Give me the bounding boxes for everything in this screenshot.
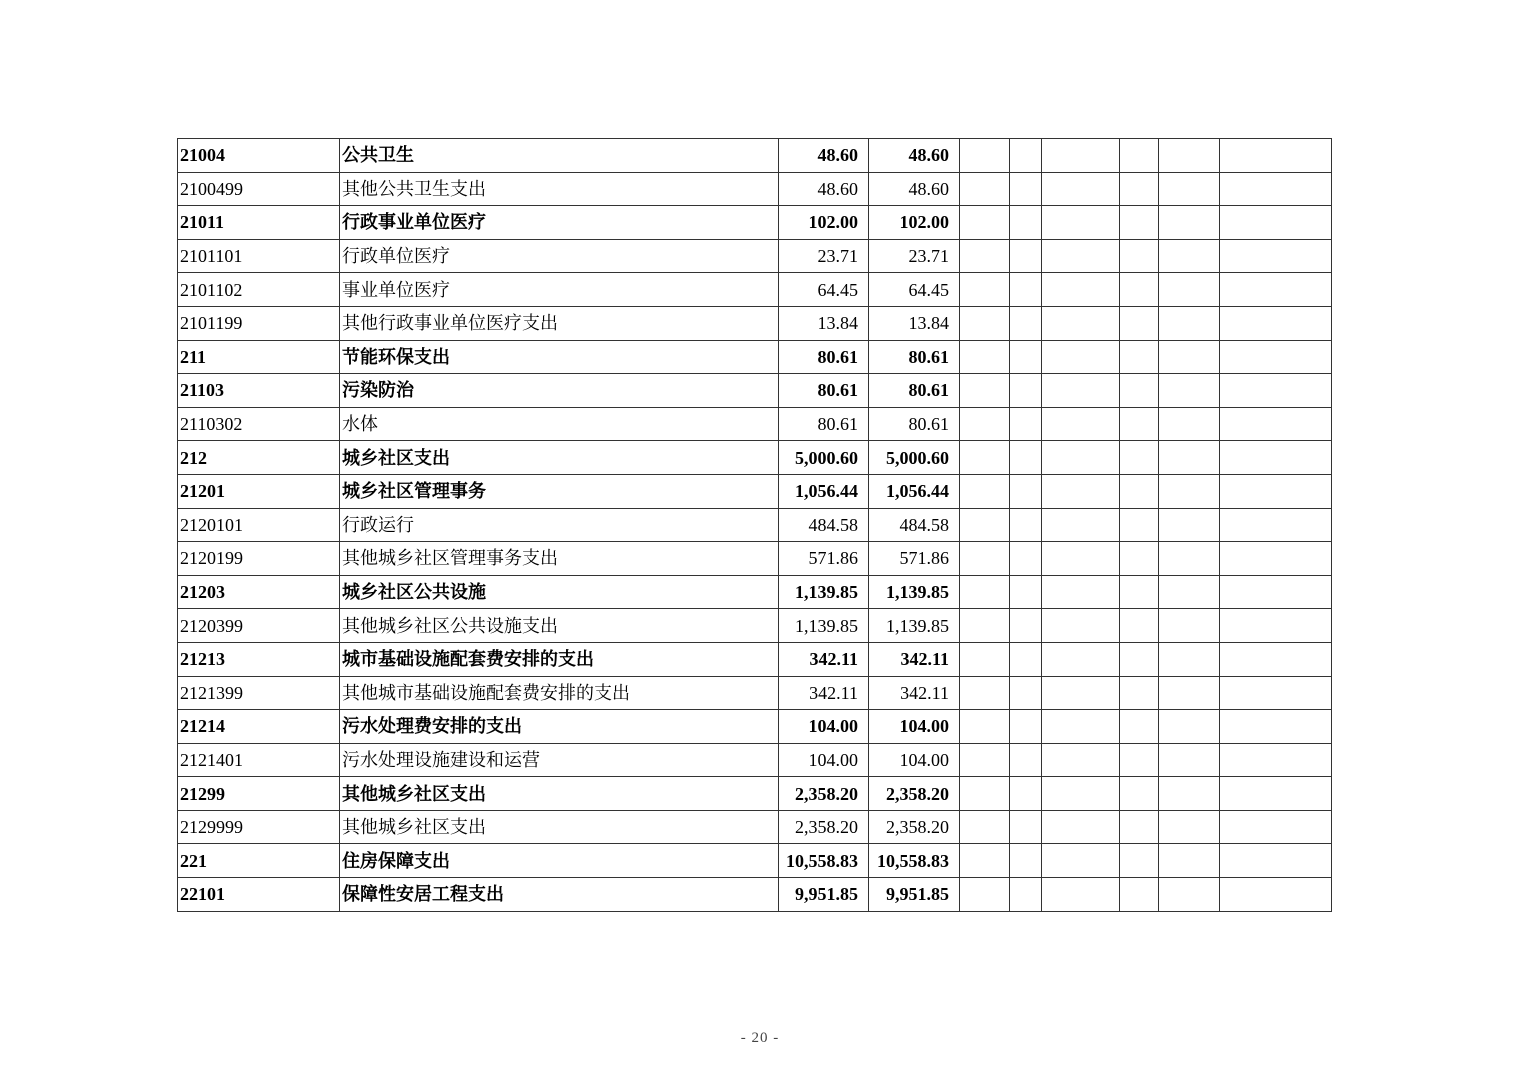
amount-basic-cell: 102.00 — [869, 206, 960, 240]
amount-total-cell: 571.86 — [779, 542, 869, 576]
amount-basic-cell: 104.00 — [869, 710, 960, 744]
empty-cell — [1159, 743, 1220, 777]
table-row — [178, 273, 1332, 307]
code-cell: 2100499 — [178, 172, 340, 206]
empty-cell — [960, 139, 1010, 173]
name-cell: 污水处理费安排的支出 — [340, 710, 779, 744]
empty-cell — [1120, 642, 1159, 676]
amount-total-cell: 5,000.60 — [779, 441, 869, 475]
empty-cell — [1120, 878, 1159, 912]
amount-total-cell: 102.00 — [779, 206, 869, 240]
table-row — [178, 139, 1332, 173]
empty-cell — [1159, 139, 1220, 173]
name-cell: 污水处理设施建设和运营 — [340, 743, 779, 777]
empty-cell — [960, 542, 1010, 576]
empty-cell — [1042, 441, 1120, 475]
table-row — [178, 441, 1332, 475]
table-row — [178, 474, 1332, 508]
empty-cell — [1220, 340, 1332, 374]
amount-basic-cell: 64.45 — [869, 273, 960, 307]
name-cell: 行政单位医疗 — [340, 239, 779, 273]
page-number: - 20 - — [740, 1030, 780, 1046]
code-cell: 2121399 — [178, 676, 340, 710]
empty-cell — [1120, 575, 1159, 609]
empty-cell — [1120, 777, 1159, 811]
empty-cell — [1220, 743, 1332, 777]
empty-cell — [1220, 542, 1332, 576]
empty-cell — [1159, 777, 1220, 811]
code-cell: 21213 — [178, 642, 340, 676]
empty-cell — [1159, 306, 1220, 340]
empty-cell — [1220, 172, 1332, 206]
amount-basic-cell: 23.71 — [869, 239, 960, 273]
empty-cell — [960, 710, 1010, 744]
empty-cell — [1159, 172, 1220, 206]
amount-total-cell: 1,056.44 — [779, 474, 869, 508]
empty-cell — [1120, 810, 1159, 844]
empty-cell — [1159, 878, 1220, 912]
code-cell: 2120199 — [178, 542, 340, 576]
empty-cell — [1042, 340, 1120, 374]
empty-cell — [1042, 508, 1120, 542]
empty-cell — [1010, 273, 1042, 307]
empty-cell — [1042, 878, 1120, 912]
empty-cell — [1010, 374, 1042, 408]
amount-basic-cell: 9,951.85 — [869, 878, 960, 912]
empty-cell — [1042, 743, 1120, 777]
code-cell: 2110302 — [178, 407, 340, 441]
empty-cell — [1010, 340, 1042, 374]
empty-cell — [960, 340, 1010, 374]
amount-total-cell: 80.61 — [779, 340, 869, 374]
empty-cell — [1120, 407, 1159, 441]
empty-cell — [1120, 340, 1159, 374]
amount-total-cell: 80.61 — [779, 374, 869, 408]
empty-cell — [1220, 642, 1332, 676]
empty-cell — [1042, 239, 1120, 273]
empty-cell — [1042, 139, 1120, 173]
amount-total-cell: 10,558.83 — [779, 844, 869, 878]
empty-cell — [960, 441, 1010, 475]
table-row — [178, 374, 1332, 408]
empty-cell — [1220, 810, 1332, 844]
empty-cell — [1010, 743, 1042, 777]
empty-cell — [1010, 474, 1042, 508]
name-cell: 城乡社区公共设施 — [340, 575, 779, 609]
empty-cell — [1010, 609, 1042, 643]
empty-cell — [1159, 508, 1220, 542]
empty-cell — [1010, 777, 1042, 811]
empty-cell — [1159, 844, 1220, 878]
empty-cell — [1220, 878, 1332, 912]
empty-cell — [1220, 710, 1332, 744]
code-cell: 2129999 — [178, 810, 340, 844]
code-cell: 21299 — [178, 777, 340, 811]
amount-basic-cell: 571.86 — [869, 542, 960, 576]
empty-cell — [1042, 810, 1120, 844]
empty-cell — [1220, 609, 1332, 643]
amount-total-cell: 64.45 — [779, 273, 869, 307]
name-cell: 水体 — [340, 407, 779, 441]
amount-total-cell: 2,358.20 — [779, 810, 869, 844]
amount-total-cell: 342.11 — [779, 642, 869, 676]
amount-basic-cell: 1,139.85 — [869, 609, 960, 643]
empty-cell — [1220, 777, 1332, 811]
empty-cell — [1120, 441, 1159, 475]
amount-basic-cell: 80.61 — [869, 340, 960, 374]
empty-cell — [1120, 710, 1159, 744]
amount-basic-cell: 1,139.85 — [869, 575, 960, 609]
amount-basic-cell: 342.11 — [869, 676, 960, 710]
table-row — [178, 206, 1332, 240]
empty-cell — [1010, 441, 1042, 475]
table-row — [178, 306, 1332, 340]
code-cell: 21214 — [178, 710, 340, 744]
name-cell: 保障性安居工程支出 — [340, 878, 779, 912]
empty-cell — [1042, 676, 1120, 710]
amount-basic-cell: 2,358.20 — [869, 810, 960, 844]
empty-cell — [1159, 407, 1220, 441]
empty-cell — [960, 743, 1010, 777]
empty-cell — [960, 609, 1010, 643]
empty-cell — [1010, 878, 1042, 912]
table-row — [178, 777, 1332, 811]
name-cell: 其他城市基础设施配套费安排的支出 — [340, 676, 779, 710]
empty-cell — [1120, 273, 1159, 307]
empty-cell — [960, 844, 1010, 878]
empty-cell — [1159, 575, 1220, 609]
empty-cell — [960, 878, 1010, 912]
table-row — [178, 407, 1332, 441]
empty-cell — [960, 306, 1010, 340]
code-cell: 2121401 — [178, 743, 340, 777]
empty-cell — [1220, 575, 1332, 609]
empty-cell — [1120, 542, 1159, 576]
amount-basic-cell: 342.11 — [869, 642, 960, 676]
empty-cell — [960, 374, 1010, 408]
empty-cell — [1159, 340, 1220, 374]
empty-cell — [960, 273, 1010, 307]
code-cell: 22101 — [178, 878, 340, 912]
empty-cell — [1042, 710, 1120, 744]
empty-cell — [1010, 172, 1042, 206]
empty-cell — [1120, 609, 1159, 643]
empty-cell — [1010, 542, 1042, 576]
name-cell: 公共卫生 — [340, 139, 779, 173]
empty-cell — [1159, 542, 1220, 576]
table-row — [178, 508, 1332, 542]
table-row — [178, 878, 1332, 912]
table-row — [178, 575, 1332, 609]
name-cell: 污染防治 — [340, 374, 779, 408]
amount-total-cell: 13.84 — [779, 306, 869, 340]
empty-cell — [1042, 642, 1120, 676]
empty-cell — [1042, 374, 1120, 408]
empty-cell — [1010, 844, 1042, 878]
empty-cell — [1159, 609, 1220, 643]
empty-cell — [1120, 676, 1159, 710]
empty-cell — [1159, 676, 1220, 710]
empty-cell — [1159, 810, 1220, 844]
empty-cell — [1120, 474, 1159, 508]
empty-cell — [1120, 743, 1159, 777]
empty-cell — [1220, 676, 1332, 710]
empty-cell — [960, 407, 1010, 441]
name-cell: 其他城乡社区管理事务支出 — [340, 542, 779, 576]
empty-cell — [960, 508, 1010, 542]
amount-basic-cell: 13.84 — [869, 306, 960, 340]
empty-cell — [960, 206, 1010, 240]
code-cell: 2101102 — [178, 273, 340, 307]
empty-cell — [1120, 206, 1159, 240]
empty-cell — [1159, 273, 1220, 307]
empty-cell — [1010, 575, 1042, 609]
empty-cell — [1010, 206, 1042, 240]
amount-total-cell: 48.60 — [779, 139, 869, 173]
empty-cell — [1159, 206, 1220, 240]
empty-cell — [1159, 441, 1220, 475]
amount-total-cell: 104.00 — [779, 743, 869, 777]
empty-cell — [960, 642, 1010, 676]
empty-cell — [1042, 306, 1120, 340]
amount-total-cell: 104.00 — [779, 710, 869, 744]
amount-total-cell: 484.58 — [779, 508, 869, 542]
empty-cell — [1120, 139, 1159, 173]
code-cell: 211 — [178, 340, 340, 374]
table-row — [178, 676, 1332, 710]
empty-cell — [1159, 239, 1220, 273]
name-cell: 行政事业单位医疗 — [340, 206, 779, 240]
table-row — [178, 542, 1332, 576]
empty-cell — [960, 810, 1010, 844]
empty-cell — [1120, 239, 1159, 273]
amount-total-cell: 1,139.85 — [779, 575, 869, 609]
empty-cell — [960, 575, 1010, 609]
amount-total-cell: 80.61 — [779, 407, 869, 441]
name-cell: 城乡社区支出 — [340, 441, 779, 475]
empty-cell — [1010, 139, 1042, 173]
empty-cell — [1010, 810, 1042, 844]
empty-cell — [1042, 575, 1120, 609]
name-cell: 城乡社区管理事务 — [340, 474, 779, 508]
amount-basic-cell: 10,558.83 — [869, 844, 960, 878]
empty-cell — [1120, 172, 1159, 206]
empty-cell — [1010, 407, 1042, 441]
empty-cell — [1010, 642, 1042, 676]
code-cell: 21201 — [178, 474, 340, 508]
budget-table — [177, 138, 1332, 912]
empty-cell — [1042, 407, 1120, 441]
empty-cell — [1220, 407, 1332, 441]
empty-cell — [1220, 441, 1332, 475]
empty-cell — [1042, 777, 1120, 811]
table-row — [178, 239, 1332, 273]
code-cell: 2101101 — [178, 239, 340, 273]
table-row — [178, 609, 1332, 643]
amount-basic-cell: 80.61 — [869, 374, 960, 408]
empty-cell — [1010, 710, 1042, 744]
code-cell: 221 — [178, 844, 340, 878]
amount-basic-cell: 5,000.60 — [869, 441, 960, 475]
name-cell: 行政运行 — [340, 508, 779, 542]
amount-total-cell: 48.60 — [779, 172, 869, 206]
name-cell: 住房保障支出 — [340, 844, 779, 878]
table-row — [178, 810, 1332, 844]
table-row — [178, 340, 1332, 374]
empty-cell — [1120, 844, 1159, 878]
empty-cell — [1042, 172, 1120, 206]
amount-total-cell: 1,139.85 — [779, 609, 869, 643]
empty-cell — [1010, 508, 1042, 542]
code-cell: 21103 — [178, 374, 340, 408]
empty-cell — [1159, 474, 1220, 508]
code-cell: 21203 — [178, 575, 340, 609]
name-cell: 节能环保支出 — [340, 340, 779, 374]
empty-cell — [1220, 474, 1332, 508]
empty-cell — [1220, 239, 1332, 273]
empty-cell — [1159, 710, 1220, 744]
empty-cell — [1042, 542, 1120, 576]
empty-cell — [1010, 239, 1042, 273]
empty-cell — [1120, 306, 1159, 340]
code-cell: 21004 — [178, 139, 340, 173]
empty-cell — [960, 239, 1010, 273]
amount-basic-cell: 1,056.44 — [869, 474, 960, 508]
amount-basic-cell: 104.00 — [869, 743, 960, 777]
code-cell: 2120101 — [178, 508, 340, 542]
table-body — [178, 139, 1332, 912]
empty-cell — [1220, 139, 1332, 173]
empty-cell — [1042, 206, 1120, 240]
code-cell: 2101199 — [178, 306, 340, 340]
amount-basic-cell: 48.60 — [869, 139, 960, 173]
name-cell: 其他城乡社区支出 — [340, 777, 779, 811]
table-row — [178, 844, 1332, 878]
amount-total-cell: 23.71 — [779, 239, 869, 273]
empty-cell — [960, 172, 1010, 206]
amount-basic-cell: 48.60 — [869, 172, 960, 206]
empty-cell — [1220, 206, 1332, 240]
empty-cell — [960, 474, 1010, 508]
amount-total-cell: 2,358.20 — [779, 777, 869, 811]
amount-basic-cell: 80.61 — [869, 407, 960, 441]
amount-total-cell: 342.11 — [779, 676, 869, 710]
table-row — [178, 710, 1332, 744]
empty-cell — [1010, 676, 1042, 710]
amount-basic-cell: 484.58 — [869, 508, 960, 542]
empty-cell — [960, 676, 1010, 710]
empty-cell — [1042, 844, 1120, 878]
empty-cell — [1120, 374, 1159, 408]
empty-cell — [1220, 844, 1332, 878]
empty-cell — [1042, 609, 1120, 643]
name-cell: 其他行政事业单位医疗支出 — [340, 306, 779, 340]
empty-cell — [1220, 306, 1332, 340]
name-cell: 城市基础设施配套费安排的支出 — [340, 642, 779, 676]
name-cell: 其他城乡社区公共设施支出 — [340, 609, 779, 643]
name-cell: 其他城乡社区支出 — [340, 810, 779, 844]
empty-cell — [1010, 306, 1042, 340]
amount-basic-cell: 2,358.20 — [869, 777, 960, 811]
code-cell: 212 — [178, 441, 340, 475]
empty-cell — [1220, 374, 1332, 408]
table-row — [178, 172, 1332, 206]
empty-cell — [1042, 273, 1120, 307]
empty-cell — [1159, 374, 1220, 408]
table-row — [178, 642, 1332, 676]
name-cell: 事业单位医疗 — [340, 273, 779, 307]
empty-cell — [1220, 273, 1332, 307]
name-cell: 其他公共卫生支出 — [340, 172, 779, 206]
amount-total-cell: 9,951.85 — [779, 878, 869, 912]
empty-cell — [1220, 508, 1332, 542]
empty-cell — [1120, 508, 1159, 542]
table-row — [178, 743, 1332, 777]
code-cell: 2120399 — [178, 609, 340, 643]
code-cell: 21011 — [178, 206, 340, 240]
empty-cell — [1159, 642, 1220, 676]
empty-cell — [1042, 474, 1120, 508]
empty-cell — [960, 777, 1010, 811]
